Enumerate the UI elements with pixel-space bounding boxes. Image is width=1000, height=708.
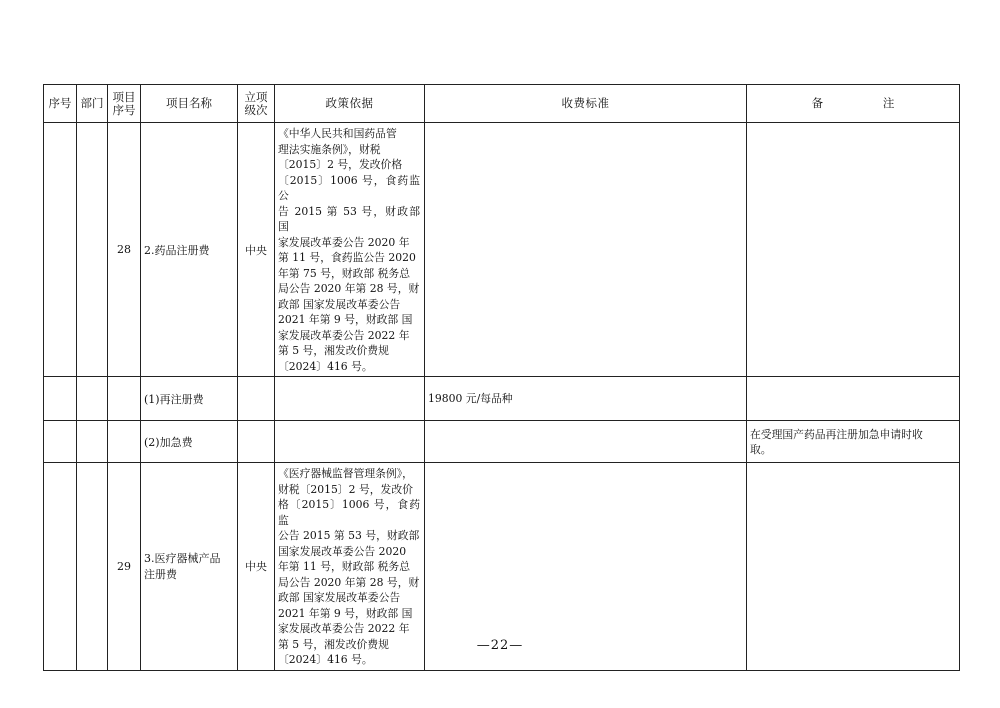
header-item-seq: 项目 序号	[108, 85, 141, 123]
table-row	[44, 421, 960, 463]
cell-seq	[44, 377, 77, 421]
cell-item-seq: 29	[108, 463, 141, 671]
cell-level: 中央	[238, 463, 275, 671]
cell-seq	[44, 421, 77, 463]
cell-remarks	[747, 377, 960, 421]
cell-seq	[44, 123, 77, 377]
cell-level	[238, 377, 275, 421]
page-number: —22—	[476, 638, 524, 653]
fee-table	[43, 84, 960, 671]
header-item-name: 项目名称	[141, 85, 238, 123]
cell-item-name: 3.医疗器械产品 注册费	[141, 463, 238, 671]
cell-item-seq	[108, 377, 141, 421]
header-department: 部门	[77, 85, 108, 123]
header-seq: 序号	[44, 85, 77, 123]
cell-fee-standard: 19800 元/每品种	[425, 377, 747, 421]
cell-fee-standard	[425, 123, 747, 377]
cell-fee-standard	[425, 421, 747, 463]
cell-item-seq	[108, 421, 141, 463]
header-remarks: 备 注	[747, 85, 960, 123]
cell-remarks	[747, 123, 960, 377]
cell-level: 中央	[238, 123, 275, 377]
cell-item-name: (2)加急费	[141, 421, 238, 463]
cell-item-name: (1)再注册费	[141, 377, 238, 421]
cell-department	[77, 377, 108, 421]
header-fee-standard: 收费标准	[425, 85, 747, 123]
cell-policy-basis: 《医疗器械监督管理条例》， 财税〔2015〕2 号，发改价 格〔2015〕1006 号，食药监 公告 2015 第 53 号，财政部 国家发展改革委公告 2020 年第 11 号，财政部 税务总 局公告 2020 年第 28 号，财 政部 国家发展改革委公告 2021 年第 9 号，财政部 国 家发展改革委公告 2022 年 第 5 号，湘发改价费规 〔2024〕416 号。	[275, 463, 425, 671]
cell-remarks: 在受理国产药品再注册加急申请时收 取。	[747, 421, 960, 463]
cell-policy-basis	[275, 421, 425, 463]
header-row	[44, 85, 960, 123]
header-policy-basis: 政策依据	[275, 85, 425, 123]
table-row	[44, 123, 960, 377]
cell-item-name: 2.药品注册费	[141, 123, 238, 377]
table-row	[44, 377, 960, 421]
cell-policy-basis: 《中华人民共和国药品管 理法实施条例》，财税 〔2015〕2 号，发改价格 〔2015〕1006 号，食药监公 告 2015 第 53 号，财政部 国 家发展改革委公告 2020 年 第 11 号，食药监公告 2020 年第 75 号，财政部 税务总 局公告 2020 年第 28 号，财 政部 国家发展改革委公告 2021 年第 9 号，财政部 国 家发展改革委公告 2022 年 第 5 号，湘发改价费规 〔2024〕416 号。	[275, 123, 425, 377]
header-level: 立项 级次	[238, 85, 275, 123]
cell-item-seq: 28	[108, 123, 141, 377]
cell-department	[77, 123, 108, 377]
cell-level	[238, 421, 275, 463]
cell-policy-basis	[275, 377, 425, 421]
cell-department	[77, 421, 108, 463]
